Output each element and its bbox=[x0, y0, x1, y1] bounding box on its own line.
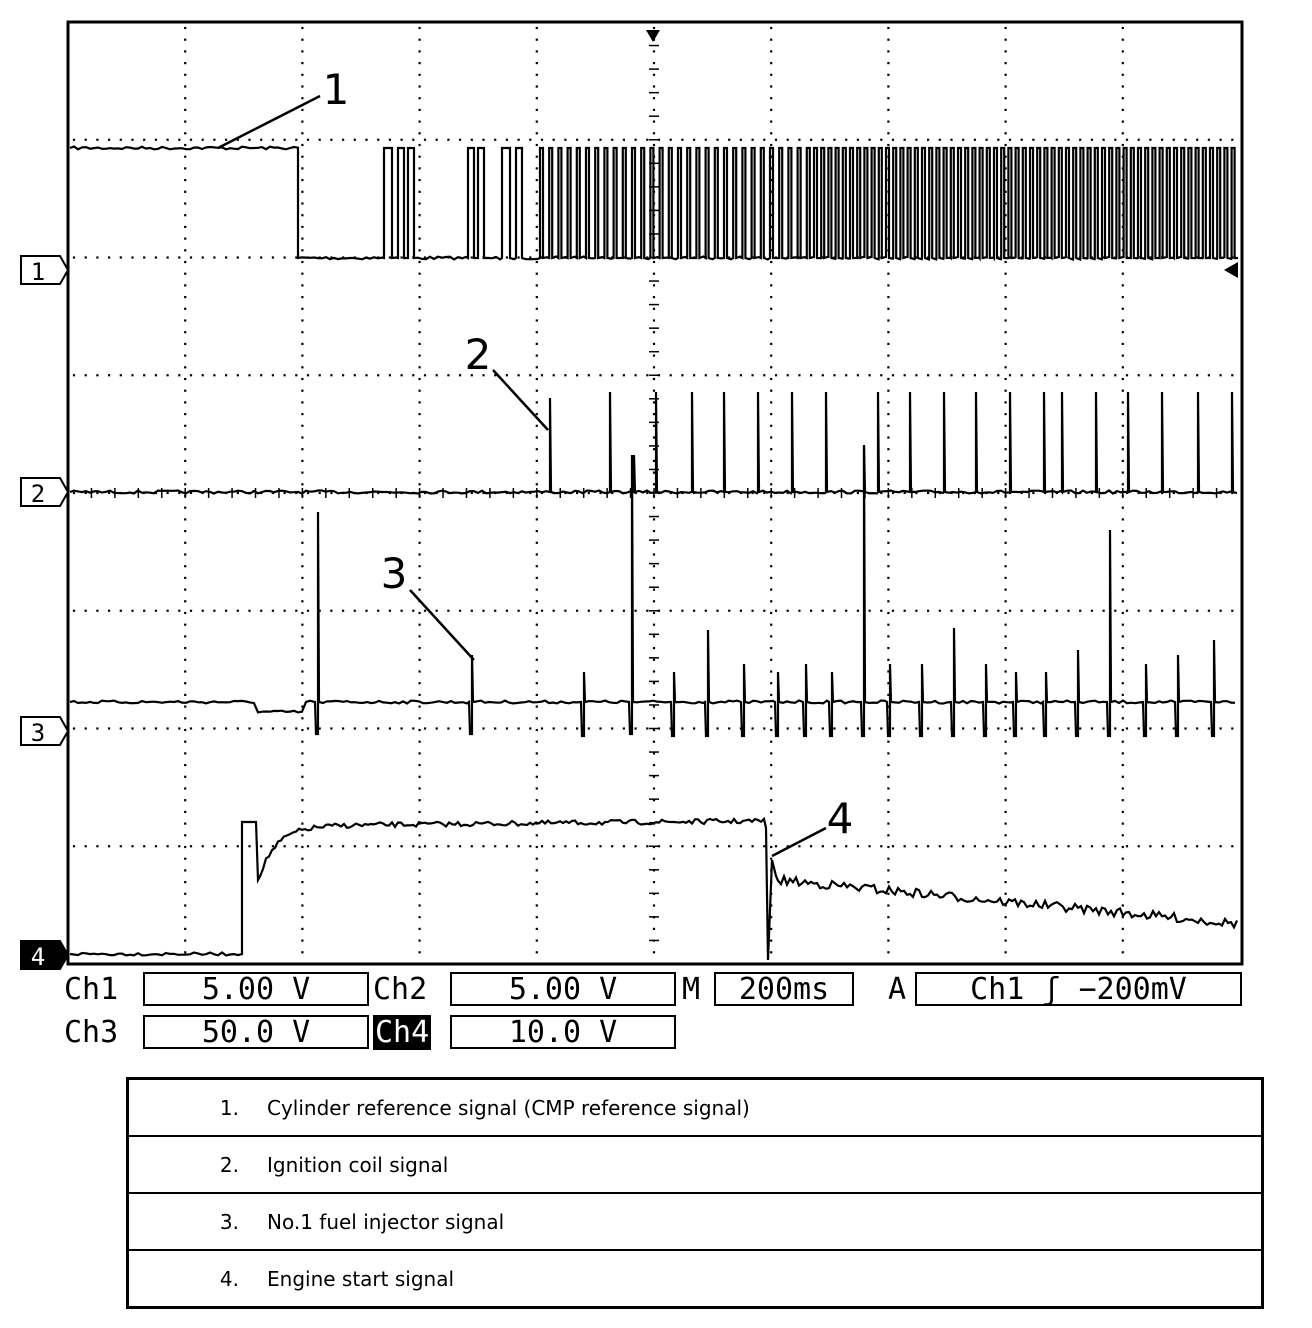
trace-ch2-ignition-coil bbox=[70, 392, 1237, 494]
channel-marker-4 bbox=[21, 941, 68, 971]
signal-legend bbox=[126, 1077, 1264, 1309]
timebase-label: M bbox=[682, 972, 701, 1007]
ch4-scale-readout: 10.0 V bbox=[450, 1015, 676, 1049]
trigger-readout: Ch1 ʃ −200mV bbox=[915, 972, 1242, 1006]
legend-number: 2. bbox=[128, 1136, 268, 1193]
channel-marker-1 bbox=[21, 256, 68, 286]
callout-1: 1 bbox=[322, 65, 350, 114]
svg-text:4: 4 bbox=[30, 943, 46, 971]
callout-leader-4 bbox=[772, 828, 826, 856]
legend-number: 3. bbox=[128, 1193, 268, 1250]
legend-text: Cylinder reference signal (CMP reference signal) bbox=[267, 1095, 750, 1120]
trigger-level-marker bbox=[1224, 262, 1238, 278]
callout-leader-1 bbox=[218, 96, 320, 148]
ch2-label: Ch2 bbox=[373, 972, 428, 1007]
trigger-position-marker bbox=[646, 30, 660, 42]
legend-row bbox=[128, 1136, 1263, 1193]
channel-marker-2 bbox=[21, 478, 68, 508]
trigger-label: A bbox=[888, 972, 907, 1007]
legend-row bbox=[128, 1250, 1263, 1308]
channel-marker-3 bbox=[21, 717, 68, 747]
callout-3: 3 bbox=[380, 549, 408, 598]
callout-2: 2 bbox=[464, 330, 492, 379]
svg-text:3: 3 bbox=[30, 719, 46, 747]
legend-number: 4. bbox=[128, 1250, 268, 1308]
legend-row bbox=[128, 1193, 1263, 1250]
legend-text: Ignition coil signal bbox=[267, 1136, 1263, 1193]
svg-text:2: 2 bbox=[30, 480, 46, 508]
legend-text: No.1 fuel injector signal bbox=[267, 1193, 1263, 1250]
callout-leader-2 bbox=[493, 370, 548, 430]
legend-row bbox=[128, 1079, 1263, 1137]
svg-text:1: 1 bbox=[30, 258, 46, 286]
ch3-scale-readout: 50.0 V bbox=[143, 1015, 369, 1049]
ch3-label: Ch3 bbox=[64, 1015, 119, 1050]
ch4-label: Ch4 bbox=[375, 1015, 430, 1050]
legend-number: 1. bbox=[219, 1095, 239, 1120]
ch1-label: Ch1 bbox=[64, 972, 119, 1007]
timebase-readout: 200ms bbox=[714, 972, 854, 1006]
ch2-scale-readout: 5.00 V bbox=[450, 972, 676, 1006]
legend-text: Engine start signal bbox=[267, 1250, 1263, 1308]
ch1-scale-readout: 5.00 V bbox=[143, 972, 369, 1006]
trace-ch4-engine-start bbox=[70, 819, 1237, 960]
callout-4: 4 bbox=[826, 794, 854, 843]
trace-ch3-fuel-injector bbox=[70, 445, 1235, 736]
trace-ch1-cmp-reference bbox=[70, 147, 1238, 260]
